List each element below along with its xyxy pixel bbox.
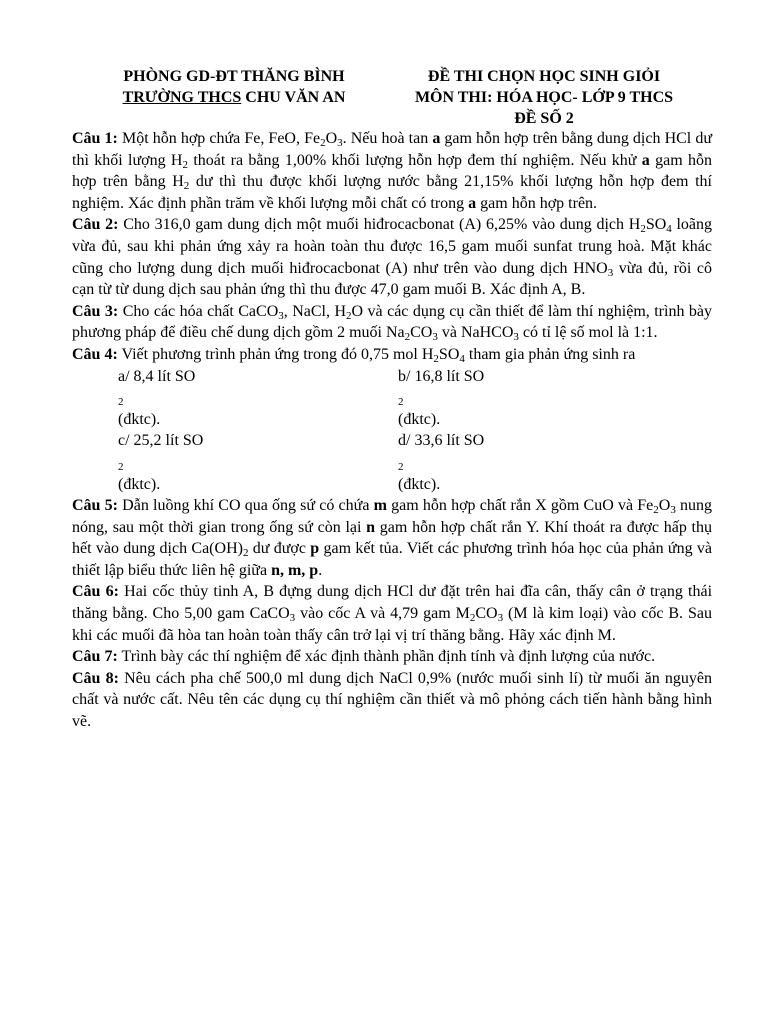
department-name: PHÒNG GD-ĐT THĂNG BÌNH [123, 68, 345, 85]
question-4-options [118, 366, 712, 496]
option-a: a/ 8,4 lít SO $_2$ (đktc). [118, 367, 196, 428]
question-label: Câu 6: [72, 583, 119, 601]
exam-body [72, 128, 712, 733]
question-6: Câu 6: Hai cốc thủy tinh A, B đựng dung dịch HCl dư đặt trên hai đĩa cân, thấy cân ở trạng thái thăng bằng. Cho 5,00 gam CaCO$_3$ vào cốc A và 4,79 gam $M_2CO_3$ (M là kim loại) vào cốc B. Sau khi các muối đã hòa tan hoàn toàn thấy cân trở lại vị trí thăng bằng. Hãy xác định M. [72, 583, 713, 644]
question-3: Câu 3: Cho các hóa chất CaCO$_3$, NaCl, $H_2O$ và các dụng cụ cần thiết để làm thí nghiệm, trình bày phương pháp để điều chế dung dịch gồm 2 muối $Na_2CO_3$ và NaHCO$_3$ có tỉ lệ số mol là 1:1. [72, 302, 713, 344]
question-2: Câu 2: Cho 316,0 gam dung dịch một muối hiđrocacbonat (A) 6,25% vào dung dịch $H_2SO_4$ loãng vừa đủ, sau khi phản ứng xảy ra hoàn toàn thu được 16,5 gam muối sunfat trung hoà. Mặt khác cũng cho lượng dung dịch muối hiđrocacbonat (A) như trên vào dung dịch $HNO_3$ vừa đủ, rồi cô cạn từ từ dung dịch sau phản ứng thì thu được 47,0 gam muối B. Xác định A, B. [72, 216, 713, 299]
school-name-rest: CHU VĂN AN [241, 89, 346, 106]
exam-header [72, 66, 712, 128]
option-b: b/ 16,8 lít SO $_2$ (đktc). [398, 367, 485, 428]
school-name [94, 87, 374, 108]
school-name-underlined: TRƯỜNG THCS [122, 89, 242, 106]
question-1: Câu 1: Một hỗn hợp chứa Fe, FeO, $Fe_2O_3$. Nếu hoà tan a gam hỗn hợp trên bằng dung dịch HCl dư thì khối lượng $H_2$ thoát ra bằng 1,00% khối lượng hỗn hợp đem thí nghiệm. Nếu khử a gam hỗn hợp trên bằng $H_2$ dư thì thu được khối lượng nước bằng 21,15% khối lượng hỗn hợp đem thí nghiệm. Xác định phần trăm về khối lượng mỗi chất có trong a gam hỗn hợp trên. [72, 130, 713, 212]
option-d: d/ 33,6 lít SO $_2$ (đktc). [398, 432, 485, 493]
question-label: Câu 1: [72, 130, 118, 147]
exam-title: ĐỀ THI CHỌN HỌC SINH GIỎI [427, 68, 661, 85]
question-5: Câu 5: Dẫn luồng khí CO qua ống sứ có chứa m gam hỗn hợp chất rắn X gồm CuO và $Fe_2O_3$ nung nóng, sau một thời gian trong ống sứ còn lại n gam hỗn hợp chất rắn Y. Khí thoát ra được hấp thụ hết vào dung dịch $Ca(OH)_2$ dư được p gam kết tủa. Viết các phương trình hóa học của phản ứng và thiết lập biểu thức liên hệ giữa n, m, p. [72, 497, 713, 579]
question-label: Câu 7: [72, 648, 118, 666]
question-label: Câu 3: [72, 302, 119, 320]
school-block [94, 66, 374, 108]
question-4: Câu 4: Viết phương trình phản ứng trong đó 0,75 mol $H_2SO_4$ tham gia phản ứng sinh ra [72, 345, 636, 365]
question-7 [72, 646, 712, 668]
question-label: Câu 8: [72, 669, 119, 687]
question-label: Câu 2: [72, 216, 119, 234]
question-text: Nêu cách pha chế 500,0 ml dung dịch NaCl 0,9% (nước muối sinh lí) từ muối ăn nguyên chất và nước cất. Nêu tên các dụng cụ thí nghiệm cần thiết và mô phỏng cách tiến hành bằng hình vẽ. [72, 669, 713, 731]
question-text: Trình bày các thí nghiệm để xác định thành phần định tính và định lượng của nước. [117, 648, 656, 666]
exam-code: ĐỀ SỐ 2 [514, 110, 574, 127]
exam-subject: MÔN THI: HÓA HỌC- LỚP 9 THCS [414, 89, 674, 106]
question-label: Câu 5: [72, 497, 118, 515]
option-c: c/ 25,2 lít SO $_2$ (đktc). [118, 432, 204, 493]
question-label: Câu 4: [72, 345, 118, 363]
question-8 [72, 668, 712, 733]
exam-title-block [394, 66, 694, 129]
